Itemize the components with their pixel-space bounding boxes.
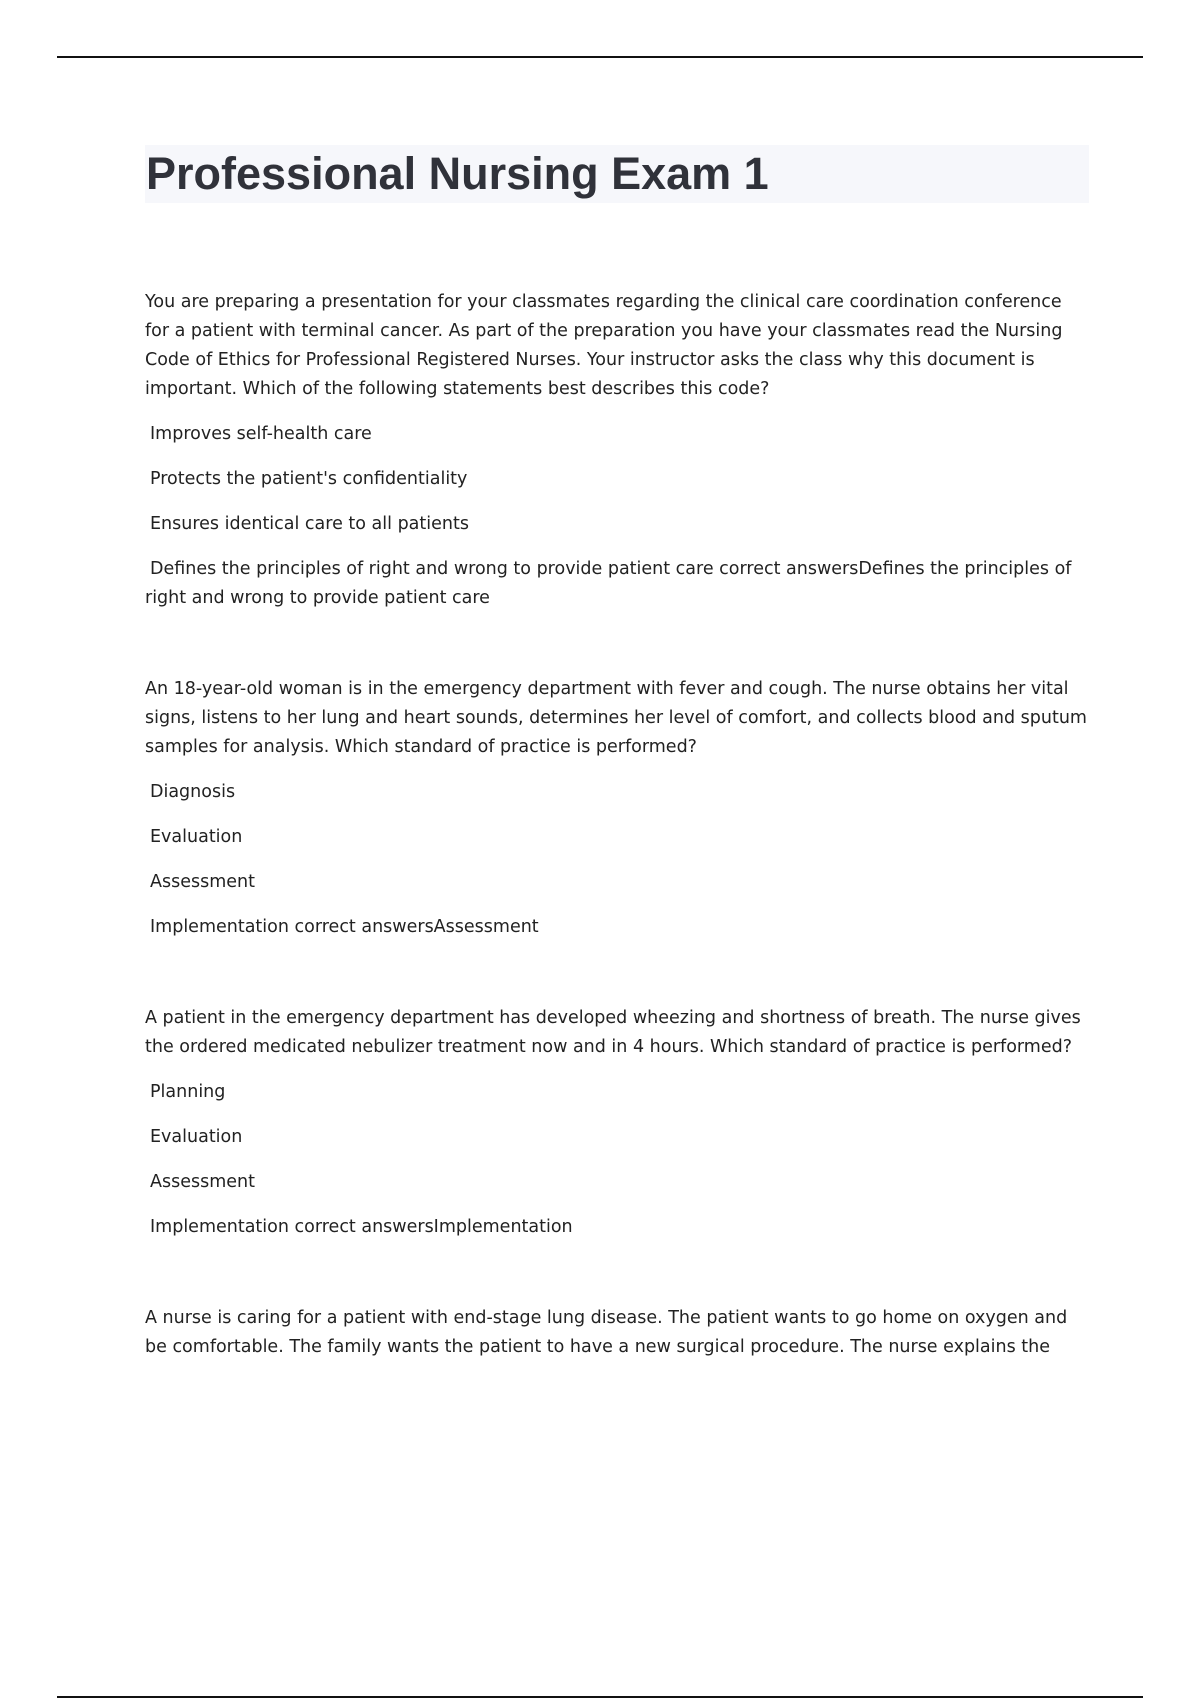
question-2 <box>145 675 1091 942</box>
answer-option: Improves self-health care <box>150 424 372 444</box>
question-text: You are preparing a presentation for your classmates regarding the clinical care coordination conference for a patient with terminal cancer. As part of the preparation you have your classmates read the Nursing Code of Ethics for Professional Registered Nurses. Your instructor asks the class why this document is important. Which of the following statements best describes this code? <box>145 292 1063 399</box>
question-1 <box>145 288 1091 613</box>
question-3 <box>145 1004 1091 1242</box>
question-text: A nurse is caring for a patient with end-stage lung disease. The patient wants to go home on oxygen and be comfortable. The family wants the patient to have a new surgical procedure. The nurse explains the <box>145 1308 1068 1357</box>
answer-option: Protects the patient's confidentiality <box>150 469 468 489</box>
answer-option: Planning <box>150 1082 226 1102</box>
document-body <box>145 288 1091 1424</box>
question-text: An 18-year-old woman is in the emergency department with fever and cough. The nurse obtains her vital signs, listens to her lung and heart sounds, determines her level of comfort, and collects blood and sputum samples for analysis. Which standard of practice is performed? <box>145 679 1087 757</box>
top-rule <box>57 56 1143 58</box>
answer-option: Ensures identical care to all patients <box>150 514 469 534</box>
answer-option: Diagnosis <box>150 782 236 802</box>
answer-option: Evaluation <box>150 827 243 847</box>
page-title: Professional Nursing Exam 1 <box>146 148 769 199</box>
question-text: A patient in the emergency department has developed wheezing and shortness of breath. The nurse gives the ordered medicated nebulizer treatment now and in 4 hours. Which standard of practice is performed? <box>145 1008 1081 1057</box>
answer-option-with-correct-answer: Implementation correct answersAssessment <box>150 917 539 937</box>
answer-option-with-correct-answer: Defines the principles of right and wrong to provide patient care correct answersDefines the principles of right and wrong to provide patient care <box>145 559 1072 608</box>
answer-option-with-correct-answer: Implementation correct answersImplementation <box>150 1217 573 1237</box>
question-4 <box>145 1304 1091 1362</box>
answer-option: Assessment <box>150 872 255 892</box>
answer-option: Assessment <box>150 1172 255 1192</box>
bottom-rule <box>57 1696 1143 1698</box>
answer-option: Evaluation <box>150 1127 243 1147</box>
